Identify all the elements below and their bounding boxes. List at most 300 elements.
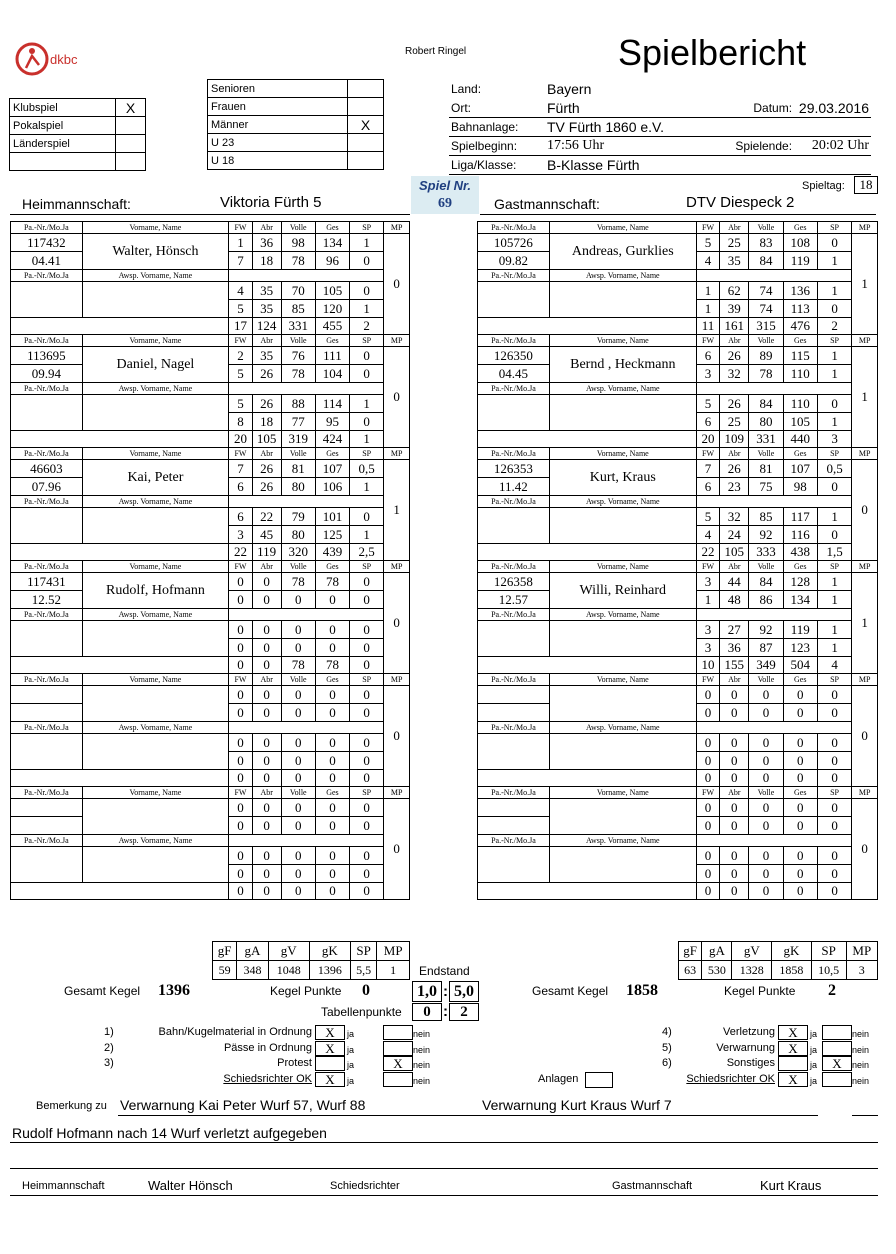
abr-cell: 0: [252, 752, 281, 770]
game-kind-row: [10, 135, 146, 153]
sum-header: gA: [237, 942, 268, 961]
sum-header: gF: [213, 942, 237, 961]
ges-cell: 0: [315, 865, 349, 883]
volle-cell: 87: [749, 639, 783, 657]
total-fw: 0: [229, 883, 253, 900]
substitute-spacer: [696, 835, 851, 847]
volle-cell: 80: [281, 478, 315, 496]
fw-cell: 7: [229, 460, 253, 478]
player-id: 126358: [478, 573, 550, 591]
fw-cell: 6: [229, 508, 253, 526]
sp-header: SP: [817, 335, 851, 347]
total-spacer: [11, 883, 229, 900]
guest-team-name: DTV Diespeck 2: [686, 194, 795, 211]
check-ja-box[interactable]: X: [778, 1025, 808, 1040]
sp-cell: 0: [817, 395, 851, 413]
ges-cell: 119: [783, 252, 817, 270]
category-label: U 18: [208, 152, 348, 170]
ges-cell: 128: [783, 573, 817, 591]
pa-header: Pa.-Nr./Mo.Ja: [478, 835, 550, 847]
abr-cell: 18: [252, 413, 281, 431]
name-header: Vorname, Name: [82, 561, 229, 573]
nein-label: nein: [413, 1044, 431, 1055]
player-row: [11, 234, 410, 252]
name-header: Vorname, Name: [549, 335, 696, 347]
category-label: Frauen: [208, 98, 348, 116]
sp-header: SP: [817, 561, 851, 573]
total-volle: 315: [749, 318, 783, 335]
substitute-spacer: [696, 270, 851, 282]
pa-header: Pa.-Nr./Mo.Ja: [478, 270, 550, 282]
nein-label: nein: [852, 1075, 870, 1086]
sp-cell: 0: [817, 234, 851, 252]
sp-cell: 1: [350, 234, 384, 252]
name-header: Vorname, Name: [82, 335, 229, 347]
game-kind-mark[interactable]: [116, 117, 146, 135]
player-row: [478, 847, 878, 865]
check-number: 6): [662, 1057, 672, 1069]
pa-header: Pa.-Nr./Mo.Ja: [478, 722, 550, 734]
total-abr: 155: [720, 657, 749, 674]
fw-cell: 0: [229, 734, 253, 752]
pa-header: Pa.-Nr./Mo.Ja: [11, 722, 83, 734]
player-row: [478, 347, 878, 365]
sum-header-row: [679, 942, 878, 961]
player-id: 126353: [478, 460, 550, 478]
volle-cell: 75: [749, 478, 783, 496]
substitute-header: Awsp. Vorname, Name: [549, 270, 696, 282]
player-row: [478, 573, 878, 591]
volle-cell: 80: [281, 526, 315, 544]
game-kind-mark[interactable]: [116, 135, 146, 153]
player-header-row: [11, 222, 410, 234]
total-abr: 161: [720, 318, 749, 335]
nein-label: nein: [852, 1029, 870, 1039]
sp-cell: 1: [350, 478, 384, 496]
fw-cell: 5: [229, 395, 253, 413]
sp-header: SP: [350, 448, 384, 460]
sp-cell: 0: [817, 478, 851, 496]
author: Robert Ringel: [405, 46, 467, 57]
sp-cell: 0: [817, 817, 851, 835]
check-ja-box[interactable]: X: [315, 1072, 345, 1087]
volle-cell: 74: [749, 300, 783, 318]
ges-cell: 123: [783, 639, 817, 657]
substitute-id: [11, 508, 83, 544]
info-table: [449, 79, 871, 174]
sp-cell: 0: [350, 817, 384, 835]
home-team-name: Viktoria Fürth 5: [220, 194, 322, 211]
ges-header: Ges: [783, 335, 817, 347]
check-ja-box[interactable]: [315, 1056, 345, 1071]
name-header: Vorname, Name: [549, 448, 696, 460]
ges-cell: 134: [315, 234, 349, 252]
pa-header: Pa.-Nr./Mo.Ja: [11, 787, 83, 799]
fw-cell: 4: [696, 252, 720, 270]
total-volle: 349: [749, 657, 783, 674]
pa-header: Pa.-Nr./Mo.Ja: [11, 270, 83, 282]
total-fw: 0: [696, 883, 720, 900]
substitute-header: Awsp. Vorname, Name: [549, 609, 696, 621]
total-fw: 10: [696, 657, 720, 674]
pa-header: Pa.-Nr./Mo.Ja: [478, 496, 550, 508]
name-header: Vorname, Name: [549, 674, 696, 686]
player-row: [11, 282, 410, 300]
mp-value: 0: [852, 686, 878, 787]
sp-header: SP: [350, 561, 384, 573]
fw-header: FW: [696, 335, 720, 347]
fw-cell: 1: [696, 282, 720, 300]
dkbc-logo: [14, 38, 94, 80]
check-ja-box[interactable]: X: [778, 1041, 808, 1056]
volle-cell: 0: [749, 865, 783, 883]
volle-cell: 0: [749, 752, 783, 770]
substitute-header-row: [478, 609, 878, 621]
abr-cell: 32: [720, 365, 749, 383]
abr-cell: 22: [252, 508, 281, 526]
abr-cell: 0: [252, 621, 281, 639]
total-sp: 2: [350, 318, 384, 335]
check-nein-box[interactable]: [383, 1041, 413, 1056]
category-mark[interactable]: [348, 152, 384, 170]
check-number: 5): [662, 1041, 672, 1054]
fw-header: FW: [229, 222, 253, 234]
home-points-label: Kegel Punkte: [270, 984, 342, 998]
bahn-value: TV Fürth 1860 e.V.: [547, 118, 664, 135]
sum-value-row: [213, 961, 410, 980]
anlagen-box[interactable]: [585, 1072, 613, 1088]
total-sp: 0: [350, 657, 384, 674]
ges-cell: 0: [315, 752, 349, 770]
sp-cell: 0: [350, 865, 384, 883]
total-volle: 78: [281, 657, 315, 674]
check-label: Verletzung: [723, 1026, 775, 1038]
fw-cell: 0: [229, 704, 253, 722]
abr-cell: 26: [720, 460, 749, 478]
ges-cell: 0: [315, 734, 349, 752]
substitute-name: [82, 847, 229, 883]
substitute-name: [549, 395, 696, 431]
fw-cell: 6: [696, 347, 720, 365]
fw-cell: 0: [696, 865, 720, 883]
ges-cell: 111: [315, 347, 349, 365]
check-nein-box[interactable]: [822, 1041, 852, 1056]
substitute-spacer: [229, 270, 384, 282]
total-ges: 0: [315, 883, 349, 900]
check-nein-box[interactable]: X: [383, 1056, 413, 1071]
substitute-header: Awsp. Vorname, Name: [549, 383, 696, 395]
ges-header: Ges: [783, 787, 817, 799]
ende-value: 20:02 Uhr: [811, 137, 869, 153]
abr-cell: 0: [252, 817, 281, 835]
fw-cell: 4: [696, 526, 720, 544]
name-header: Vorname, Name: [549, 561, 696, 573]
substitute-header: Awsp. Vorname, Name: [549, 835, 696, 847]
volle-cell: 0: [749, 799, 783, 817]
sig-guest: Kurt Kraus: [760, 1178, 822, 1193]
ges-cell: 98: [783, 478, 817, 496]
player-name: [82, 799, 229, 835]
volle-cell: 77: [281, 413, 315, 431]
sum-value: 10,5: [811, 961, 846, 980]
total-ges: 438: [783, 544, 817, 561]
check-nein-box[interactable]: [822, 1072, 852, 1087]
sum-header: SP: [811, 942, 846, 961]
player-total-row: [478, 770, 878, 787]
substitute-id: [478, 847, 550, 883]
spieltag-label: Spieltag:: [802, 180, 845, 192]
sp-cell: 1: [817, 252, 851, 270]
check-nein-box[interactable]: X: [822, 1056, 852, 1071]
pa-header: Pa.-Nr./Mo.Ja: [11, 561, 83, 573]
volle-header: Volle: [749, 787, 783, 799]
volle-cell: 0: [281, 686, 315, 704]
name-header: Vorname, Name: [82, 787, 229, 799]
sp-cell: 0,5: [350, 460, 384, 478]
abr-header: Abr: [720, 335, 749, 347]
check-label: Schiedsrichter OK: [223, 1072, 312, 1085]
abr-cell: 0: [252, 704, 281, 722]
total-abr: 124: [252, 318, 281, 335]
substitute-name: [549, 282, 696, 318]
sp-header: SP: [817, 787, 851, 799]
check-ja-box[interactable]: X: [315, 1025, 345, 1040]
check-label: Protest: [277, 1057, 312, 1069]
fw-cell: 0: [696, 704, 720, 722]
substitute-id: [478, 621, 550, 657]
ges-cell: 0: [783, 817, 817, 835]
substitute-spacer: [229, 609, 384, 621]
guest-points-label: Kegel Punkte: [724, 984, 796, 998]
total-abr: 0: [720, 770, 749, 787]
home-kegel-label: Gesamt Kegel: [64, 984, 141, 998]
pa-header: Pa.-Nr./Mo.Ja: [478, 222, 550, 234]
sp-header: SP: [817, 222, 851, 234]
fw-cell: 3: [696, 573, 720, 591]
ges-cell: 0: [783, 752, 817, 770]
tab-guest: 2: [449, 1003, 479, 1021]
player-name: Daniel, Nagel: [82, 347, 229, 383]
volle-cell: 0: [281, 704, 315, 722]
total-spacer: [478, 657, 697, 674]
check-ja-box[interactable]: X: [315, 1041, 345, 1056]
sp-cell: 0: [350, 734, 384, 752]
player-row: [11, 734, 410, 752]
category-mark[interactable]: [348, 80, 384, 98]
ja-label: ja: [347, 1029, 355, 1039]
substitute-header: Awsp. Vorname, Name: [82, 383, 229, 395]
sp-header: SP: [817, 674, 851, 686]
abr-cell: 36: [252, 234, 281, 252]
home-kegel-value: 1396: [158, 982, 190, 999]
ges-cell: 110: [783, 365, 817, 383]
volle-cell: 0: [281, 799, 315, 817]
mp-value: 0: [384, 234, 410, 335]
pa-header: Pa.-Nr./Mo.Ja: [478, 383, 550, 395]
fw-header: FW: [229, 448, 253, 460]
player-id: [11, 686, 83, 704]
player-row: [478, 686, 878, 704]
player-name: Kurt, Kraus: [549, 460, 696, 496]
game-kind-table: [9, 98, 146, 171]
total-abr: 0: [252, 770, 281, 787]
total-abr: 0: [720, 883, 749, 900]
check-label: Sonstiges: [726, 1057, 775, 1069]
player-header-row: [478, 561, 878, 573]
fw-cell: 0: [696, 686, 720, 704]
total-abr: 105: [720, 544, 749, 561]
check-number: 1): [104, 1026, 114, 1038]
substitute-header: Awsp. Vorname, Name: [82, 496, 229, 508]
abr-cell: 44: [720, 573, 749, 591]
check-nein-box[interactable]: [822, 1025, 852, 1040]
category-mark[interactable]: [348, 134, 384, 152]
fw-cell: 7: [229, 252, 253, 270]
ges-header: Ges: [315, 335, 349, 347]
volle-cell: 0: [281, 591, 315, 609]
volle-cell: 86: [749, 591, 783, 609]
volle-cell: 78: [749, 365, 783, 383]
check-nein-box[interactable]: [383, 1025, 413, 1040]
pa-header: Pa.-Nr./Mo.Ja: [11, 674, 83, 686]
player-id: 105726: [478, 234, 550, 252]
game-kind-row: [10, 153, 146, 171]
ges-cell: 117: [783, 508, 817, 526]
beginn-label: Spielbeginn:: [451, 138, 518, 153]
total-ges: 0: [315, 770, 349, 787]
fw-cell: 5: [696, 508, 720, 526]
abr-header: Abr: [252, 222, 281, 234]
total-fw: 11: [696, 318, 720, 335]
player-name: Bernd , Heckmann: [549, 347, 696, 383]
player-header-row: [478, 787, 878, 799]
player-header-row: [11, 674, 410, 686]
sum-header: MP: [377, 942, 410, 961]
sp-cell: 0: [350, 413, 384, 431]
abr-cell: 24: [720, 526, 749, 544]
sum-value: 1858: [772, 961, 812, 980]
ja-label: ja: [810, 1060, 818, 1070]
total-sp: 0: [817, 770, 851, 787]
player-name: Rudolf, Hofmann: [82, 573, 229, 609]
ges-cell: 110: [783, 395, 817, 413]
abr-cell: 0: [252, 639, 281, 657]
sum-header: gK: [309, 942, 350, 961]
ges-cell: 108: [783, 234, 817, 252]
sum-value: 348: [237, 961, 268, 980]
player-id: 117431: [11, 573, 83, 591]
total-sp: 0: [350, 770, 384, 787]
player-id: 126350: [478, 347, 550, 365]
sp-cell: 0: [350, 686, 384, 704]
name-header: Vorname, Name: [549, 787, 696, 799]
pa-header: Pa.-Nr./Mo.Ja: [478, 787, 550, 799]
player-row: [11, 686, 410, 704]
substitute-header: Awsp. Vorname, Name: [549, 496, 696, 508]
substitute-header-row: [478, 270, 878, 282]
check-ja-box[interactable]: X: [778, 1072, 808, 1087]
total-volle: 319: [281, 431, 315, 448]
sp-cell: 0: [350, 847, 384, 865]
abr-header: Abr: [252, 787, 281, 799]
substitute-spacer: [229, 722, 384, 734]
category-mark[interactable]: [348, 98, 384, 116]
ges-cell: 101: [315, 508, 349, 526]
mp-value: 1: [384, 460, 410, 561]
category-mark[interactable]: X: [348, 116, 384, 134]
substitute-id: [11, 734, 83, 770]
fw-cell: 3: [696, 639, 720, 657]
check-nein-box[interactable]: [383, 1072, 413, 1087]
abr-cell: 45: [252, 526, 281, 544]
player-total-row: [11, 544, 410, 561]
end-guest: 5,0: [449, 981, 479, 1002]
total-fw: 0: [229, 657, 253, 674]
abr-cell: 18: [252, 252, 281, 270]
volle-cell: 89: [749, 347, 783, 365]
ort-label: Ort:: [451, 100, 471, 115]
abr-cell: 0: [252, 865, 281, 883]
remark-2: Verwarnung Kurt Kraus Wurf 7: [482, 1097, 672, 1113]
player-header-row: [478, 335, 878, 347]
player-row: [478, 799, 878, 817]
mp-value: 0: [384, 573, 410, 674]
abr-cell: 26: [720, 395, 749, 413]
sp-header: SP: [350, 335, 384, 347]
ges-cell: 0: [783, 865, 817, 883]
substitute-header-row: [11, 383, 410, 395]
volle-cell: 0: [749, 734, 783, 752]
total-ges: 424: [315, 431, 349, 448]
player-row: [478, 282, 878, 300]
fw-cell: 1: [696, 591, 720, 609]
game-kind-mark[interactable]: [116, 153, 146, 171]
home-players-table: [10, 221, 410, 900]
ges-cell: 120: [315, 300, 349, 318]
liga-label: Liga/Klasse:: [451, 157, 517, 172]
fw-cell: 5: [229, 300, 253, 318]
fw-header: FW: [696, 561, 720, 573]
total-ges: 476: [783, 318, 817, 335]
substitute-name: [549, 734, 696, 770]
fw-cell: 0: [229, 752, 253, 770]
player-total-row: [478, 883, 878, 900]
total-sp: 2: [817, 318, 851, 335]
total-fw: 22: [696, 544, 720, 561]
ges-cell: 119: [783, 621, 817, 639]
ges-header: Ges: [315, 787, 349, 799]
abr-cell: 39: [720, 300, 749, 318]
abr-header: Abr: [720, 222, 749, 234]
abr-cell: 0: [720, 865, 749, 883]
total-spacer: [11, 770, 229, 787]
fw-header: FW: [696, 674, 720, 686]
pa-header: Pa.-Nr./Mo.Ja: [478, 609, 550, 621]
check-ja-box[interactable]: [778, 1056, 808, 1071]
player-year: 07.96: [11, 478, 83, 496]
volle-header: Volle: [749, 561, 783, 573]
abr-cell: 25: [720, 234, 749, 252]
volle-cell: 88: [281, 395, 315, 413]
abr-cell: 48: [720, 591, 749, 609]
substitute-header-row: [478, 496, 878, 508]
sp-cell: 1: [817, 621, 851, 639]
abr-cell: 0: [720, 799, 749, 817]
guest-players-table: [477, 221, 878, 900]
fw-cell: 8: [229, 413, 253, 431]
total-abr: 109: [720, 431, 749, 448]
game-kind-mark[interactable]: X: [116, 99, 146, 117]
